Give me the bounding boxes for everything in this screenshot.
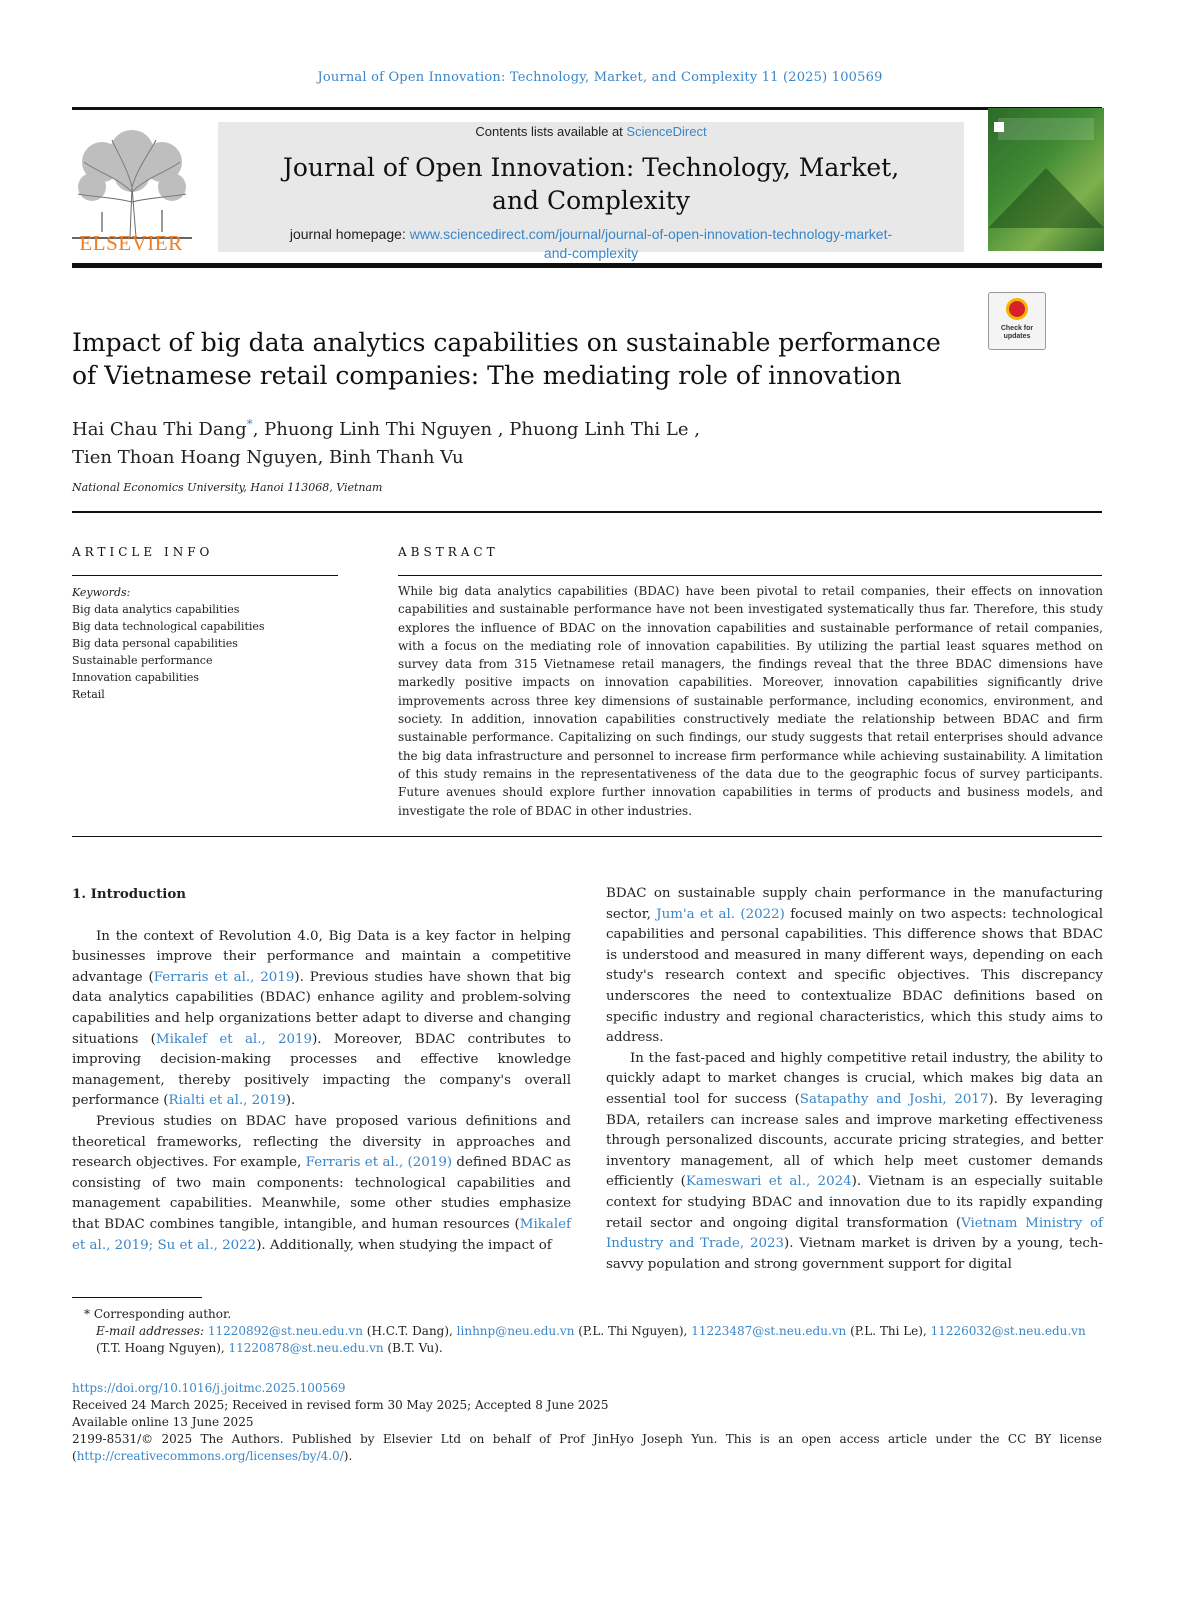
- email-link[interactable]: 11226032@st.neu.edu.vn: [930, 1324, 1086, 1338]
- journal-header-box: [218, 122, 964, 261]
- author-link[interactable]: Hai Chau Thi Dang: [72, 419, 247, 440]
- elsevier-wordmark: ELSEVIER: [79, 231, 183, 255]
- citation-link[interactable]: Rialti et al., 2019: [168, 1093, 286, 1109]
- info-top-rule: [72, 511, 1102, 513]
- article-info-heading: ARTICLE INFO: [72, 545, 214, 559]
- article-title: Impact of big data analytics capabilities on sustainable performance of Vietnamese retail companies: The mediating role of innovation: [72, 328, 941, 390]
- email-addresses: E-mail addresses: 11220892@st.neu.edu.vn (H.C.T. Dang), linhnp@neu.edu.vn (P.L. Thi Nguyen), 11223487@st.neu.edu.vn (P.L. Thi Le), 11226032@st.neu.edu.vn (T.T. Hoang Nguyen), 11220878@st.neu.edu.vn (B.T. Vu).: [96, 1324, 1086, 1355]
- sciencedirect-link[interactable]: ScienceDirect: [626, 124, 707, 139]
- keywords-label: Keywords:: [72, 586, 131, 599]
- citation-link[interactable]: Vietnam Ministry of Industry and Trade, 2023: [606, 1215, 1103, 1252]
- keyword-item: Sustainable performance: [72, 654, 213, 667]
- citation-link[interactable]: Mikalef et al., 2019: [155, 1031, 313, 1047]
- journal-homepage-link[interactable]: www.sciencedirect.com/journal/journal-of-open-innovation-technology-market-and-complexity: [409, 226, 893, 261]
- keyword-item: Retail: [72, 688, 105, 701]
- abstract-text: While big data analytics capabilities (BDAC) have been pivotal to retail companies, their effects on innovation capabilities and sustainable performance have not been investigated systematically thus far. Therefore, this study explores the influence of BDAC on the innovation capabilities and sustainable performance of retail companies, with a focus on the mediating role of innovation capabilities. By utilizing the partial least squares method on survey data from 315 Vietnamese retail managers, the findings reveal that the three BDAC dimensions have markedly positive impacts on innovation capabilities. Moreover, innovation capabilities significantly drive improvements across three key dimensions of sustainable performance, including economics, environment, and society. In addition, innovation capabilities constructively mediate the relationship between BDAC and firm sustainable performance. Capitalizing on such findings, our study suggests that retail enterprises should advance the big data infrastructure and personnel to increase firm performance while achieving sustainability. A limitation of this study remains in the representativeness of the data due to the geographic focus of survey participants. Future avenues should explore further innovation capabilities in terms of products and business models, and investigate the role of BDAC in other industries.: [398, 584, 1103, 818]
- email-link[interactable]: 11220892@st.neu.edu.vn: [207, 1324, 363, 1338]
- affiliation: National Economics University, Hanoi 113068, Vietnam: [72, 481, 383, 494]
- corresponding-author-mark[interactable]: *: [246, 417, 253, 431]
- email-link[interactable]: 11220878@st.neu.edu.vn: [228, 1341, 384, 1355]
- citation-link[interactable]: Ferraris et al., (2019): [305, 1155, 453, 1171]
- citation-link[interactable]: Jum'a et al. (2022): [656, 906, 785, 922]
- footnotes: [72, 1306, 1102, 1357]
- license-link[interactable]: http://creativecommons.org/licenses/by/4.0/: [76, 1449, 344, 1463]
- journal-homepage: journal homepage: www.sciencedirect.com/journal/journal-of-open-innovation-technology-market-and-complexity: [289, 226, 893, 261]
- keyword-item: Big data technological capabilities: [72, 620, 265, 633]
- email-link[interactable]: linhnp@neu.edu.vn: [456, 1324, 575, 1338]
- paragraph: In the fast-paced and highly competitive retail industry, the ability to quickly adapt to market changes is crucial, which makes big data an essential tool for success (Satapathy and Joshi, 2017). By leveraging BDA, retailers can increase sales and improve marketing effectiveness through personalized discounts, accurate pricing strategies, and better inventory management, all of which help meet customer demands efficiently (Kameswari et al., 2024). Vietnam is an especially suitable context for studying BDAC and innovation due to its rapidly expanding retail sector and ongoing digital transformation (Vietnam Ministry of Industry and Trade, 2023). Vietnam market is driven by a young, tech-savvy population and strong government support for digital: [606, 1050, 1104, 1272]
- keyword-item: Big data personal capabilities: [72, 637, 238, 650]
- journal-title: Journal of Open Innovation: Technology, Market, and Complexity: [282, 153, 900, 215]
- license-statement: 2199-8531/© 2025 The Authors. Published by Elsevier Ltd on behalf of Prof JinHyo Joseph Yun. This is an open access article under the CC BY license (http://creativecommons.org/licenses/by/4.0/).: [72, 1432, 1102, 1463]
- received-dates: Received 24 March 2025; Received in revised form 30 May 2025; Accepted 8 June 2025: [72, 1398, 609, 1412]
- citation-link[interactable]: Satapathy and Joshi, 2017: [799, 1091, 989, 1107]
- keyword-item: Big data analytics capabilities: [72, 603, 240, 616]
- section-heading-introduction: 1. Introduction: [72, 886, 187, 902]
- available-online: Available online 13 June 2025: [72, 1415, 254, 1429]
- running-citation: Journal of Open Innovation: Technology, Market, and Complexity 11 (2025) 100569: [317, 70, 883, 85]
- citation-link[interactable]: Kameswari et al., 2024: [685, 1174, 852, 1190]
- citation-link[interactable]: Ferraris et al., 2019: [153, 969, 295, 985]
- paragraph: In the context of Revolution 4.0, Big Data is a key factor in helping businesses improve their performance and maintain a competitive advantage (Ferraris et al., 2019). Previous studies have shown that big data analytics capabilities (BDAC) enhance agility and problem-solving capabilities and help organizations better adapt to diverse and changing situations (Mikalef et al., 2019). Moreover, BDAC contributes to improving decision-making processes and effective knowledge management, thereby positively impacting the company's overall performance (Rialti et al., 2019).: [72, 928, 572, 1109]
- body-right-column: [606, 884, 1103, 1275]
- abstract-bottom-rule: [72, 836, 1102, 837]
- corresponding-author-note: * Corresponding author.: [84, 1307, 232, 1321]
- crossmark-badge[interactable]: [988, 292, 1046, 350]
- keyword-item: Innovation capabilities: [72, 671, 200, 684]
- abstract-heading: ABSTRACT: [398, 545, 499, 559]
- crossmark-icon: [1006, 298, 1028, 320]
- email-link[interactable]: 11223487@st.neu.edu.vn: [691, 1324, 847, 1338]
- doi-link[interactable]: https://doi.org/10.1016/j.joitmc.2025.100569: [72, 1381, 346, 1395]
- header-bottom-rule: [72, 263, 1102, 268]
- citation-link[interactable]: Mikalef et al., 2019; Su et al., 2022: [72, 1216, 571, 1253]
- footnote-rule: [72, 1297, 202, 1298]
- article-metadata: [72, 1380, 1102, 1465]
- paragraph: BDAC on sustainable supply chain performance in the manufacturing sector, Jum'a et al. (2022) focused mainly on two aspects: technological capabilities and personal capabilities. This difference shows that BDAC is understood and measured in many different ways, depending on each study's research context and specific objectives. This discrepancy underscores the need to contextualize BDAC definitions based on specific industry and regional characteristics, which this study aims to address.: [606, 886, 1104, 1046]
- keywords-block: [72, 584, 342, 703]
- contents-line: Contents lists available at ScienceDirect: [475, 124, 707, 139]
- crossmark-label: Check for updates: [1000, 325, 1034, 340]
- body-left-column: [72, 884, 571, 1256]
- header-top-rule: [72, 107, 1102, 110]
- abstract-rule: [398, 575, 1102, 576]
- article-info-rule: [72, 575, 338, 576]
- journal-cover-image[interactable]: [988, 108, 1104, 251]
- author-list: Hai Chau Thi Dang*, Phuong Linh Thi Nguyen , Phuong Linh Thi Le , Tien Thoan Hoang Nguyen, Binh Thanh Vu: [72, 417, 700, 468]
- paragraph: Previous studies on BDAC have proposed various definitions and theoretical frameworks, reflecting the diversity in approaches and research objectives. For example, Ferraris et al., (2019) defined BDAC as consisting of two main components: technological capabilities and management capabilities. Meanwhile, some other studies emphasize that BDAC combines tangible, intangible, and human resources (Mikalef et al., 2019; Su et al., 2022). Additionally, when studying the impact of: [72, 1113, 571, 1253]
